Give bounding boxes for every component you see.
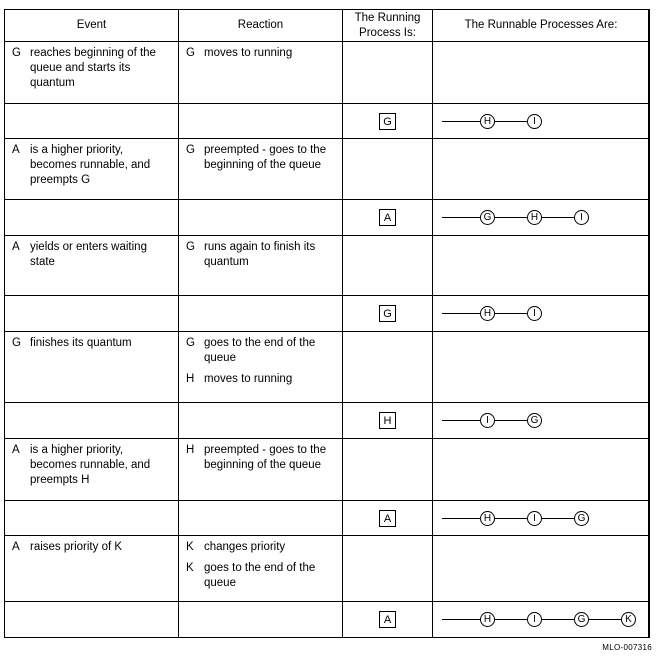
event-process: A — [12, 241, 20, 253]
reaction-text: changes priority — [204, 541, 286, 553]
running-process-box: G — [379, 113, 396, 130]
reaction-text: moves to running — [204, 373, 293, 385]
event-process: A — [12, 144, 20, 156]
queue-process-node: G — [527, 413, 542, 428]
running-process-box: G — [379, 305, 396, 322]
event-process: G — [12, 47, 21, 59]
event-text: finishes its quantum — [30, 337, 132, 349]
event-process: G — [12, 337, 21, 349]
reaction-process: G — [186, 337, 195, 349]
reaction-process: K — [186, 541, 194, 553]
event-text: yields or enters waiting state — [30, 241, 147, 268]
queue-process-node: I — [480, 413, 495, 428]
queue-process-node: H — [480, 612, 495, 627]
event-text: raises priority of K — [30, 541, 123, 553]
reaction-process: H — [186, 373, 195, 385]
queue-process-node: I — [527, 511, 542, 526]
queue-process-node: H — [480, 306, 495, 321]
queue-process-node: I — [527, 306, 542, 321]
reaction-process: G — [186, 241, 195, 253]
reaction-process: H — [186, 444, 195, 456]
event-text: is a higher priority, becomes runnable, and preempts G — [30, 144, 151, 186]
table-outer-frame — [4, 9, 649, 638]
reaction-process: G — [186, 144, 195, 156]
header-event: Event — [5, 10, 179, 42]
header-runnable: The Runnable Processes Are: — [433, 10, 650, 42]
queue-process-node: I — [527, 612, 542, 627]
running-process-box: H — [379, 412, 396, 429]
reaction-text: preempted - goes to the beginning of the queue — [204, 144, 327, 171]
event-text: is a higher priority, becomes runnable, and preempts H — [30, 444, 151, 486]
event-process: A — [12, 444, 20, 456]
reaction-text: runs again to finish its quantum — [204, 241, 316, 268]
reaction-process: G — [186, 47, 195, 59]
reaction-text: moves to running — [204, 47, 293, 59]
reaction-process: K — [186, 562, 194, 574]
queue-process-node: G — [574, 511, 589, 526]
queue-process-node: I — [527, 114, 542, 129]
figure-id: MLO-007316 — [602, 643, 652, 652]
header-reaction: Reaction — [179, 10, 343, 42]
running-process-box: A — [379, 209, 396, 226]
event-process: A — [12, 541, 20, 553]
reaction-text: goes to the end of the queue — [204, 337, 316, 364]
reaction-text: goes to the end of the queue — [204, 562, 316, 589]
queue-process-node: K — [621, 612, 636, 627]
queue-process-node: G — [480, 210, 495, 225]
queue-process-node: G — [574, 612, 589, 627]
queue-process-node: H — [480, 511, 495, 526]
running-process-box: A — [379, 510, 396, 527]
reaction-text: preempted - goes to the beginning of the queue — [204, 444, 327, 471]
header-running: The Running Process Is: — [343, 10, 433, 42]
running-process-box: A — [379, 611, 396, 628]
queue-process-node: H — [480, 114, 495, 129]
queue-process-node: H — [527, 210, 542, 225]
event-text: reaches beginning of the queue and starts its quantum — [30, 47, 156, 89]
queue-process-node: I — [574, 210, 589, 225]
